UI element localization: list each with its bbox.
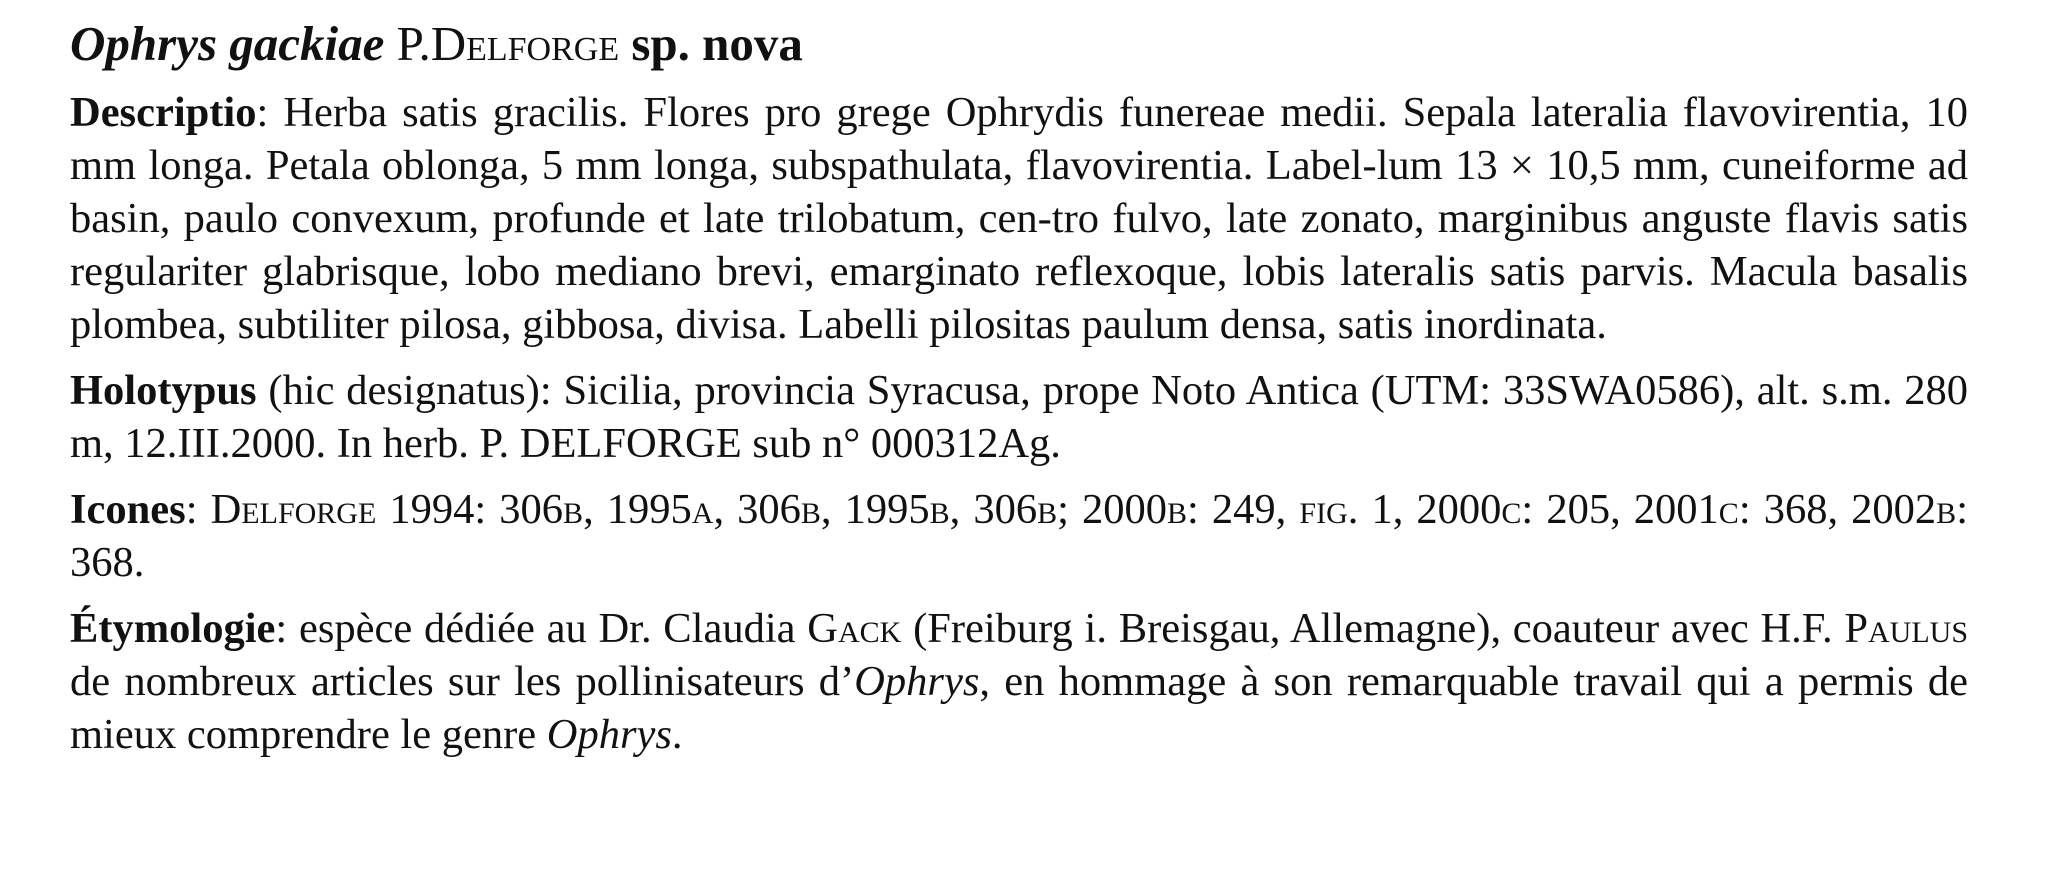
taxon-status: sp. nova xyxy=(631,16,803,71)
author-surname: Delforge xyxy=(430,16,620,71)
dedicatee-name: Gack xyxy=(807,605,902,652)
icones-paragraph: Icones: Delforge 1994: 306b, 1995a, 306b, 1995b, 306b; 2000b: 249, fig. 1, 2000c: 205, 2001c: 368, 2002b: 368. xyxy=(70,486,1968,586)
descriptio-text: Herba satis gracilis. Flores pro grege Ophrydis funereae medii. Sepala lateralia flavovirentia, 10 mm longa. Petala oblonga, 5 mm longa, subspathulata, flavovirentia. Label-lum 13 × 10,5 mm, cuneiforme ad basin, paulo convexum, profunde et late trilobatum, cen-tro fulvo, late zonato, marginibus anguste flavis satis regulariter glabrisque, lobo mediano brevi, emarginato reflexoque, lobis lateralis satis parvis. Macula basalis plombea, subtiliter pilosa, gibbosa, divisa. Labelli pilositas paulum densa, satis inordinata. xyxy=(70,89,1969,348)
herbarium-name: DELFORGE xyxy=(519,420,742,467)
etymologie-label: Étymologie xyxy=(70,605,276,652)
etymologie-text-d: , en hommage à son remarquable travail qui a permis de mieux comprendre le genre xyxy=(70,658,1968,758)
descriptio-label: Descriptio xyxy=(70,89,257,136)
holotypus-text-a: (hic designatus): Sicilia, provincia Syracusa, prope Noto Antica ( xyxy=(268,367,1385,414)
etymologie-text-a: espèce dédiée au Dr. Claudia xyxy=(298,605,796,652)
document-page xyxy=(70,14,1968,774)
author-initial: P. xyxy=(396,16,431,71)
holotypus-text-c: sub n° 000312Ag. xyxy=(752,420,1061,467)
page-title xyxy=(70,14,1968,74)
etymologie-paragraph: Étymologie: espèce dédiée au Dr. Claudia Gack (Freiburg i. Breisgau, Allemagne), coauteur avec H.F. Paulus de nombreux articles sur les pollinisateurs d’Ophrys, en hommage à son remarquable travail qui a permis de mieux comprendre le genre Ophrys. xyxy=(70,605,1969,758)
icones-text: 1994: 306b, 1995a, 306b, 1995b, 306b; 2000b: 249, fig. 1, 2000c: 205, 2001c: 368, 2002b: 368. xyxy=(70,486,1968,586)
etymologie-text-c: de nombreux articles sur les pollinisateurs d’ xyxy=(70,658,855,705)
genus-name-2: Ophrys xyxy=(546,711,672,758)
etymologie-text-b: (Freiburg i. Breisgau, Allemagne), coauteur avec H.F. xyxy=(913,605,1833,652)
genus-name: Ophrys xyxy=(854,658,980,705)
holotypus-paragraph xyxy=(70,364,1968,470)
holotypus-label: Holotypus xyxy=(70,367,257,414)
descriptio-paragraph: Descriptio: Herba satis gracilis. Flores pro grege Ophrydis funereae medii. Sepala lateralia flavovirentia, 10 mm longa. Petala oblonga, 5 mm longa, subspathulata, flavovirentia. Label-lum 13 × 10,5 mm, cuneiforme ad basin, paulo convexum, profunde et late trilobatum, cen-tro fulvo, late zonato, marginibus anguste flavis satis regulariter glabrisque, lobo mediano brevi, emarginato reflexoque, lobis lateralis satis parvis. Macula basalis plombea, subtiliter pilosa, gibbosa, divisa. Labelli pilositas paulum densa, satis inordinata. xyxy=(70,89,1969,348)
etymologie-text-e: . xyxy=(671,711,683,758)
holotypus-text-b: : 33SWA0586), alt. s.m. 280 m, 12.III.2000. In herb. P. xyxy=(70,367,1968,467)
icones-label: Icones xyxy=(70,486,186,533)
species-name: Ophrys gackiae xyxy=(70,16,385,71)
icones-author: Delforge xyxy=(210,486,377,533)
coauthor-name: Paulus xyxy=(1844,605,1969,652)
utm-label: UTM xyxy=(1384,367,1480,414)
